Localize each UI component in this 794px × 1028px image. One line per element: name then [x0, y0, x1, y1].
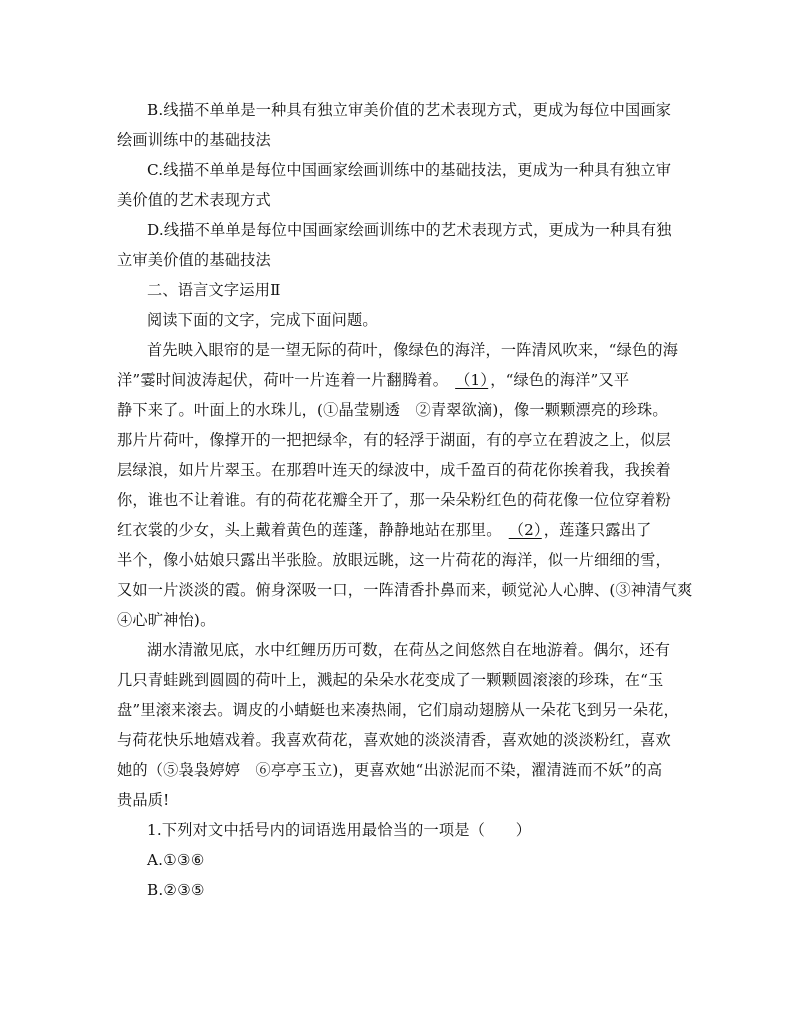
blank-spacer	[502, 521, 507, 539]
line-text: 1.下列对文中括号内的词语选用最恰当的一项是（ ）	[147, 821, 532, 839]
line-text: 洋”霎时间波涛起伏，荷叶一片连着一片翻腾着。	[117, 371, 449, 389]
line-text: 与荷花快乐地嬉戏着。我喜欢荷花，喜欢她的淡淡清香，喜欢她的淡淡粉红，喜欢	[117, 731, 671, 749]
text-line	[117, 815, 647, 845]
line-text: 又如一片淡淡的霞。俯身深吸一口，一阵清香扑鼻而来，顿觉沁人心脾、(③神清气爽	[117, 581, 693, 599]
text-line	[117, 605, 647, 635]
line-text: 盘”里滚来滚去。调皮的小蜻蜓也来凑热闹，它们扇动翅膀从一朵花飞到另一朵花，	[117, 701, 679, 719]
line-text-after-blank: ，“绿色的海洋”又平	[490, 371, 630, 389]
text-line	[117, 785, 647, 815]
document-page	[117, 95, 693, 905]
text-line	[117, 455, 671, 485]
text-line	[117, 365, 647, 395]
line-text: 红衣裳的少女，头上戴着黄色的莲蓬，静静地站在那里。	[117, 521, 502, 539]
text-line	[117, 485, 671, 515]
line-text: 首先映入眼帘的是一望无际的荷叶，像绿色的海洋，一阵清风吹来，“绿色的海	[147, 341, 679, 359]
fill-in-blank: （1）	[455, 371, 489, 389]
text-line	[117, 755, 663, 785]
text-line	[117, 575, 693, 605]
text-line	[117, 275, 647, 305]
text-line	[117, 515, 652, 545]
line-text: 绘画训练中的基础技法	[117, 131, 271, 149]
line-text: 她的（⑤袅袅婷婷 ⑥亭亭玉立)，更喜欢她“出淤泥而不染，濯清涟而不妖”的高	[117, 761, 663, 779]
line-text: 立审美价值的基础技法	[117, 251, 271, 269]
line-text: B.②③⑤	[147, 881, 205, 899]
text-line	[117, 95, 672, 125]
line-text: 静下来了。叶面上的水珠儿，(①晶莹剔透 ②青翠欲滴)，像一颗颗漂亮的珍珠。	[117, 401, 668, 419]
line-text: 阅读下面的文字，完成下面问题。	[147, 311, 378, 329]
text-line	[117, 665, 664, 695]
line-text: 半个，像小姑娘只露出半张脸。放眼远眺，这一片荷花的海洋，似一片细细的雪，	[117, 551, 671, 569]
text-line	[117, 635, 671, 665]
line-text-after-blank: ，莲蓬只露出了	[543, 521, 652, 539]
text-line	[117, 305, 647, 335]
line-text: 几只青蛙跳到圆圆的荷叶上，溅起的朵朵水花变成了一颗颗圆滚滚的珍珠，在“玉	[117, 671, 664, 689]
text-line	[117, 395, 668, 425]
text-line	[117, 545, 671, 575]
line-text: 二、语言文字运用Ⅱ	[147, 281, 281, 299]
line-text: 层绿浪，如片片翠玉。在那碧叶连天的绿波中，成千盈百的荷花你挨着我，我挨着	[117, 461, 671, 479]
line-text: D.线描不单单是每位中国画家绘画训练中的艺术表现方式，更成为一种具有独	[147, 221, 672, 239]
fill-in-blank: （2）	[508, 521, 542, 539]
text-line	[117, 425, 671, 455]
line-text: ④心旷神怡)。	[117, 611, 216, 629]
text-line	[117, 695, 679, 725]
line-text: 那片片荷叶，像撑开的一把把绿伞，有的轻浮于湖面，有的亭立在碧波之上，似层	[117, 431, 671, 449]
text-line	[117, 215, 672, 245]
text-line	[117, 155, 672, 185]
text-line	[117, 845, 647, 875]
line-text: 美价值的艺术表现方式	[117, 191, 271, 209]
line-text: B.线描不单单是一种具有独立审美价值的艺术表现方式，更成为每位中国画家	[147, 101, 672, 119]
line-text: 贵品质!	[117, 791, 170, 809]
line-text: 你，谁也不让着谁。有的荷花花瓣全开了，那一朵朵粉红色的荷花像一位位穿着粉	[117, 491, 671, 509]
text-line	[117, 335, 679, 365]
text-line	[117, 245, 647, 275]
line-text: 湖水清澈见底，水中红鲤历历可数，在荷丛之间悠然自在地游着。偶尔，还有	[147, 641, 671, 659]
text-line	[117, 725, 671, 755]
text-line	[117, 875, 647, 905]
text-line	[117, 185, 647, 215]
text-line	[117, 125, 647, 155]
line-text: A.①③⑥	[147, 851, 205, 869]
line-text: C.线描不单单是每位中国画家绘画训练中的基础技法，更成为一种具有独立审	[147, 161, 672, 179]
